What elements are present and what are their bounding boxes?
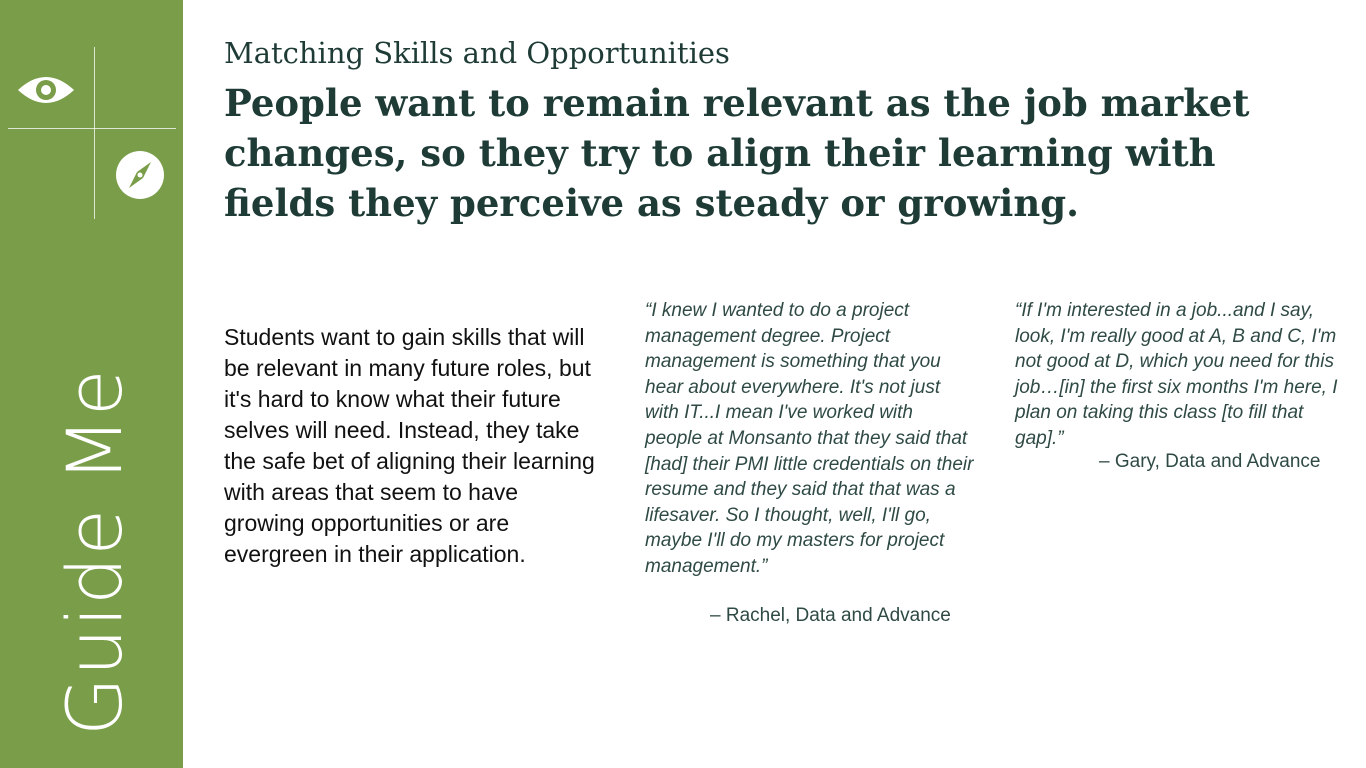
sidebar [0, 0, 183, 768]
sidebar-title: Guide Me [50, 368, 139, 736]
quote-rachel: “I knew I wanted to do a project management degree. Project management is something that you hear about everywhere. It's not just with IT...I mean I've worked with people at Monsanto that they said that [had] their PMI little credentials on their resume and they said that that was a lifesaver. So I thought, well, I'll go, maybe I'll do my masters for project management.” [645, 300, 974, 577]
summary-paragraph: Students want to gain skills that will be relevant in many future roles, but it's hard to know what their future selves will need. Instead, they take the safe bet of aligning their learning with areas that seem to have growing opportunities or are evergreen in their application. [224, 324, 595, 567]
eye-icon [16, 70, 76, 110]
quote-attribution-gary: – Gary, Data and Advance [1099, 451, 1321, 472]
divider-vertical [94, 47, 95, 219]
quote-attribution-rachel: – Rachel, Data and Advance [710, 605, 951, 626]
divider-horizontal [8, 128, 176, 129]
quote-gary: “If I'm interested in a job...and I say, look, I'm really good at A, B and C, I'm not good at D, which you need for this job…[in] the first six months I'm here, I plan on taking this class [to fill that gap].” [1015, 300, 1338, 449]
compass-icon [115, 150, 165, 200]
page-headline: People want to remain relevant as the job market changes, so they try to align their learning with fields they perceive as steady or growing. [224, 81, 1250, 225]
page-subtitle: Matching Skills and Opportunities [224, 36, 730, 70]
